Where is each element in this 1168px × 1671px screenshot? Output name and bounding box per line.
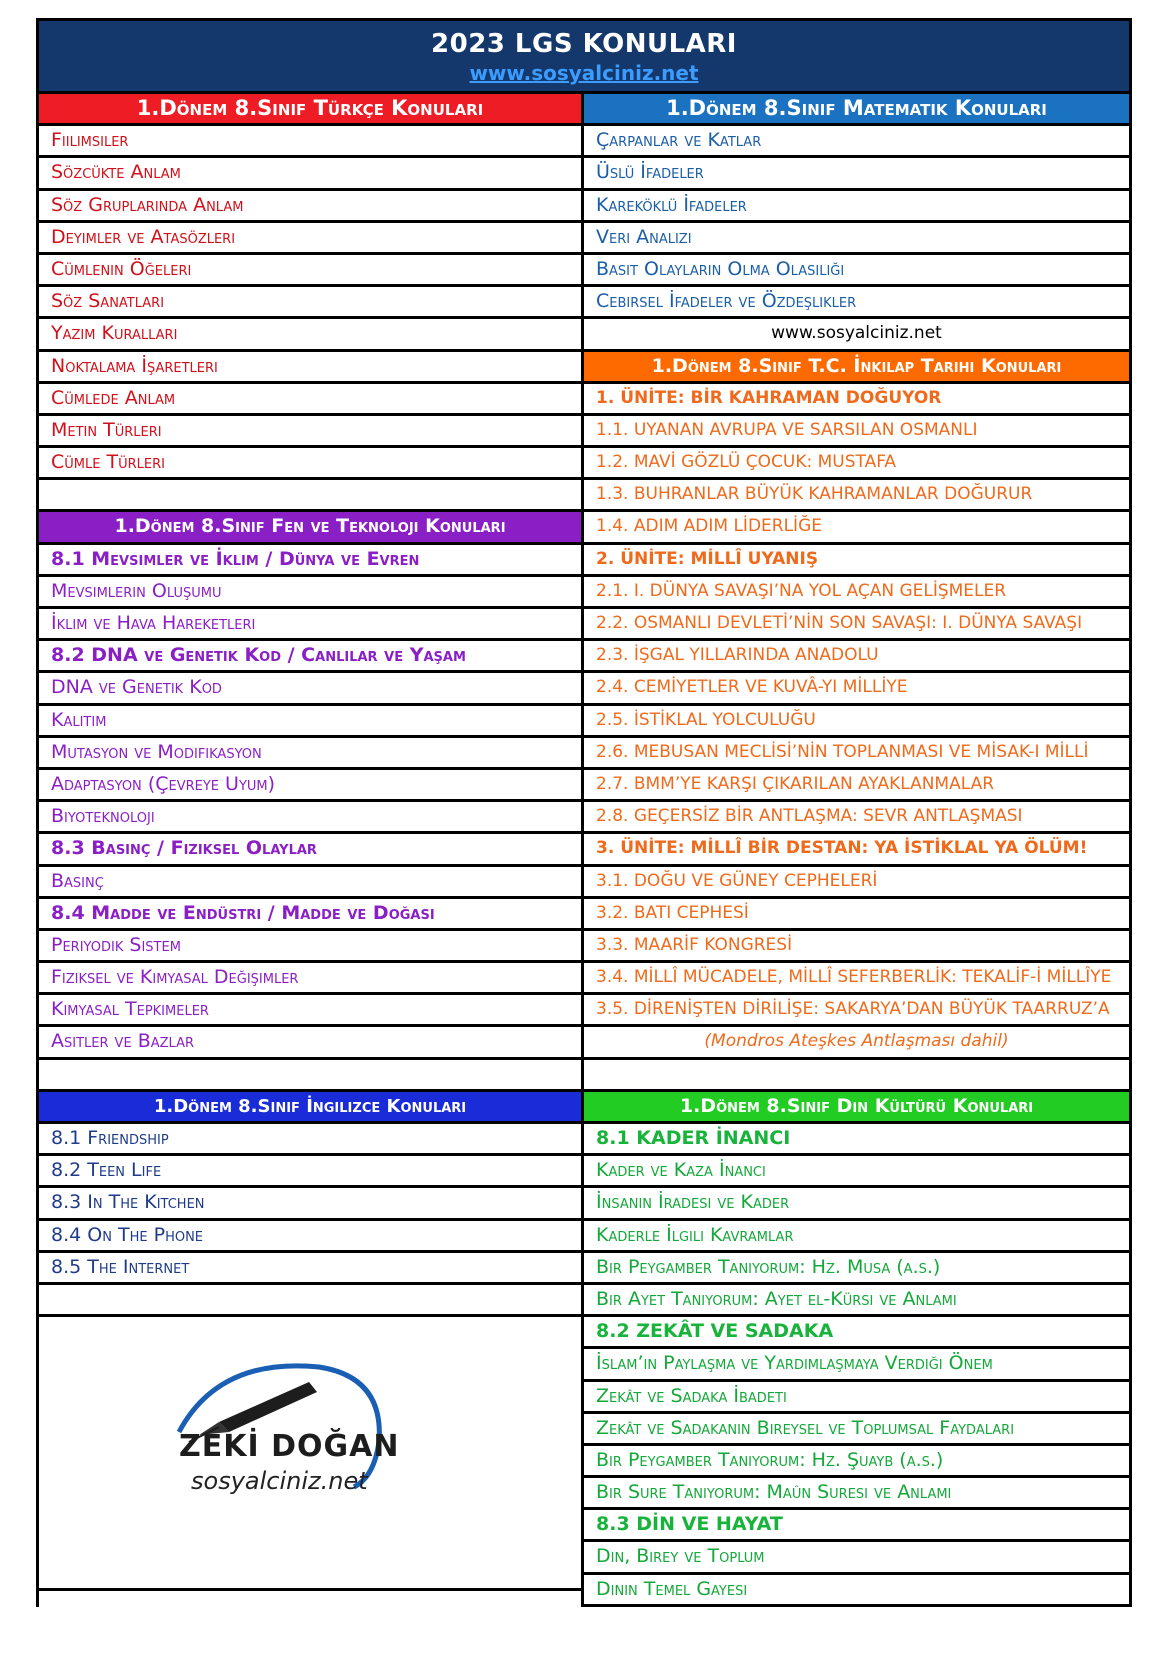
din-topic: Kaderle İlgili Kavramlar [584, 1221, 1129, 1253]
turkce-topic: Noktalama İşaretleri [39, 352, 581, 384]
empty-row [39, 1285, 581, 1317]
matematik-topic: Basit Olayların Olma Olasılığı [584, 255, 1129, 287]
left-column-bottom [36, 1092, 584, 1607]
din-topic: Din, Birey ve Toplum [584, 1542, 1129, 1574]
turkce-topic: Söz Sanatları [39, 287, 581, 319]
inkilap-topic: 2.8. GEÇERSİZ BİR ANTLAŞMA: SEVR ANTLAŞMASI [584, 802, 1129, 834]
inkilap-topic: 1.3. BUHRANLAR BÜYÜK KAHRAMANLAR DOĞURUR [584, 480, 1129, 512]
inkilap-topic: 3.3. MAARİF KONGRESİ [584, 931, 1129, 963]
fen-topic: Kalıtım [39, 706, 581, 738]
turkce-topic: Cümlede Anlam [39, 384, 581, 416]
fen-unit: 8.3 Basınç / Fiziksel Olaylar [39, 834, 581, 866]
ingilizce-topic: 8.2 Teen Life [39, 1156, 581, 1188]
inkilap-topic: 1.2. MAVİ GÖZLÜ ÇOCUK: MUSTAFA [584, 448, 1129, 480]
inkilap-unit: 1. ÜNİTE: BİR KAHRAMAN DOĞUYOR [584, 384, 1129, 416]
website-row: www.sosyalciniz.net [584, 319, 1129, 351]
fen-topic: DNA ve Genetik Kod [39, 673, 581, 705]
fen-topic: Mevsimlerin Oluşumu [39, 577, 581, 609]
ingilizce-topic: 8.1 Friendship [39, 1124, 581, 1156]
turkce-topic: Metin Türleri [39, 416, 581, 448]
fen-topic: Biyoteknoloji [39, 802, 581, 834]
turkce-topic: Deyimler ve Atasözleri [39, 223, 581, 255]
inkilap-topic: 2.4. CEMİYETLER VE KUVÂ-YI MİLLİYE [584, 673, 1129, 705]
fen-topic: Kimyasal Tepkimeler [39, 995, 581, 1027]
inkilap-heading: 1.Dönem 8.Sınıf T.C. İnkılap Tarihi Konuları [584, 352, 1129, 384]
inkilap-topic: 3.2. BATI CEPHESİ [584, 899, 1129, 931]
din-unit: 8.2 ZEKÂT VE SADAKA [584, 1317, 1129, 1349]
title-banner [36, 18, 1132, 94]
inkilap-unit: 3. ÜNİTE: MİLLÎ BİR DESTAN: YA İSTİKLAL YA ÖLÜM! [584, 834, 1129, 866]
fen-topic: Mutasyon ve Modifikasyon [39, 738, 581, 770]
turkce-topic: Söz Gruplarında Anlam [39, 191, 581, 223]
din-topic: Dinin Temel Gayesi [584, 1575, 1129, 1607]
din-unit: 8.3 DİN VE HAYAT [584, 1510, 1129, 1542]
fen-heading: 1.Dönem 8.Sınıf Fen ve Teknoloji Konuları [39, 512, 581, 544]
turkce-topic: Fiilimsiler [39, 126, 581, 158]
turkce-topic: Cümlenin Öğeleri [39, 255, 581, 287]
logo-site: sosyalciniz.net [191, 1467, 368, 1496]
inkilap-note: (Mondros Ateşkes Antlaşması dahil) [584, 1027, 1129, 1059]
fen-topic: Fiziksel ve Kimyasal Değişimler [39, 963, 581, 995]
fen-unit: 8.2 DNA ve Genetik Kod / Canlılar ve Yaşam [39, 641, 581, 673]
fen-topic: Adaptasyon (Çevreye Uyum) [39, 770, 581, 802]
fen-unit: 8.1 Mevsimler ve İklim / Dünya ve Evren [39, 545, 581, 577]
din-topic: İslam’ın Paylaşma ve Yardımlaşmaya Verdiği Önem [584, 1349, 1129, 1381]
ingilizce-topic: 8.4 On The Phone [39, 1221, 581, 1253]
inkilap-topic: 3.5. DİRENİŞTEN DİRİLİŞE: SAKARYA’DAN BÜYÜK TAARRUZ’A [584, 995, 1129, 1027]
turkce-topic: Cümle Türleri [39, 448, 581, 480]
din-topic: Bir Sure Tanıyorum: Maûn Suresi ve Anlamı [584, 1478, 1129, 1510]
din-topic: Zekât ve Sadakanın Bireysel ve Toplumsal Faydaları [584, 1414, 1129, 1446]
right-column-bottom [584, 1092, 1132, 1607]
page [36, 18, 1132, 1607]
din-topic: Kader ve Kaza İnancı [584, 1156, 1129, 1188]
logo [39, 1317, 581, 1591]
fen-topic: Periyodik Sistem [39, 931, 581, 963]
left-column-top [36, 94, 584, 1092]
inkilap-topic: 3.4. MİLLÎ MÜCADELE, MİLLÎ SEFERBERLİK: TEKALİF-İ MİLLÎYE [584, 963, 1129, 995]
logo-name: ZEKİ DOĞAN [179, 1429, 400, 1465]
page-title: 2023 LGS KONULARI [431, 29, 737, 59]
matematik-topic: Kareköklü İfadeler [584, 191, 1129, 223]
matematik-topic: Üslü İfadeler [584, 158, 1129, 190]
din-heading: 1.Dönem 8.Sınıf Din Kültürü Konuları [584, 1092, 1129, 1124]
inkilap-topic: 2.7. BMM’YE KARŞI ÇIKARILAN AYAKLANMALAR [584, 770, 1129, 802]
din-topic: Bir Peygamber Tanıyorum: Hz. Musa (a.s.) [584, 1253, 1129, 1285]
din-topic: İnsanın İradesi ve Kader [584, 1188, 1129, 1220]
inkilap-topic: 2.6. MEBUSAN MECLİSİ’NİN TOPLANMASI VE MİSAK-I MİLLİ [584, 738, 1129, 770]
right-column-top [584, 94, 1132, 1092]
fen-topic: Basınç [39, 867, 581, 899]
matematik-topic: Cebirsel İfadeler ve Özdeşlikler [584, 287, 1129, 319]
inkilap-topic: 2.3. İŞGAL YILLARINDA ANADOLU [584, 641, 1129, 673]
empty-row [39, 1060, 581, 1092]
inkilap-topic: 2.5. İSTİKLAL YOLCULUĞU [584, 706, 1129, 738]
ingilizce-heading: 1.Dönem 8.Sınıf İngilizce Konuları [39, 1092, 581, 1124]
din-topic: Bir Peygamber Tanıyorum: Hz. Şuayb (a.s.) [584, 1446, 1129, 1478]
ingilizce-topic: 8.3 In The Kitchen [39, 1188, 581, 1220]
turkce-topic: Sözcükte Anlam [39, 158, 581, 190]
matematik-topic: Çarpanlar ve Katlar [584, 126, 1129, 158]
inkilap-topic: 3.1. DOĞU VE GÜNEY CEPHELERİ [584, 867, 1129, 899]
matematik-heading: 1.Dönem 8.Sınıf Matematik Konuları [584, 94, 1129, 126]
inkilap-topic: 1.4. ADIM ADIM LİDERLİĞE [584, 512, 1129, 544]
inkilap-topic: 2.1. I. DÜNYA SAVAŞI’NA YOL AÇAN GELİŞMELER [584, 577, 1129, 609]
inkilap-topic: 1.1. UYANAN AVRUPA VE SARSILAN OSMANLI [584, 416, 1129, 448]
fen-topic: İklim ve Hava Hareketleri [39, 609, 581, 641]
website-link[interactable]: www.sosyalciniz.net [469, 61, 699, 85]
din-topic: Zekât ve Sadaka İbadeti [584, 1382, 1129, 1414]
turkce-heading: 1.Dönem 8.Sınıf Türkçe Konuları [39, 94, 581, 126]
empty-row [39, 480, 581, 512]
din-topic: Bir Ayet Tanıyorum: Ayet el-Kürsi ve Anlamı [584, 1285, 1129, 1317]
inkilap-topic: 2.2. OSMANLI DEVLETİ’NİN SON SAVAŞI: I. DÜNYA SAVAŞI [584, 609, 1129, 641]
inkilap-unit: 2. ÜNİTE: MİLLÎ UYANIŞ [584, 545, 1129, 577]
fen-unit: 8.4 Madde ve Endüstri / Madde ve Doğası [39, 899, 581, 931]
din-unit: 8.1 KADER İNANCI [584, 1124, 1129, 1156]
empty-row [584, 1060, 1129, 1092]
fen-topic: Asitler ve Bazlar [39, 1027, 581, 1059]
matematik-topic: Veri Analizi [584, 223, 1129, 255]
turkce-topic: Yazım Kuralları [39, 319, 581, 351]
ingilizce-topic: 8.5 The Internet [39, 1253, 581, 1285]
